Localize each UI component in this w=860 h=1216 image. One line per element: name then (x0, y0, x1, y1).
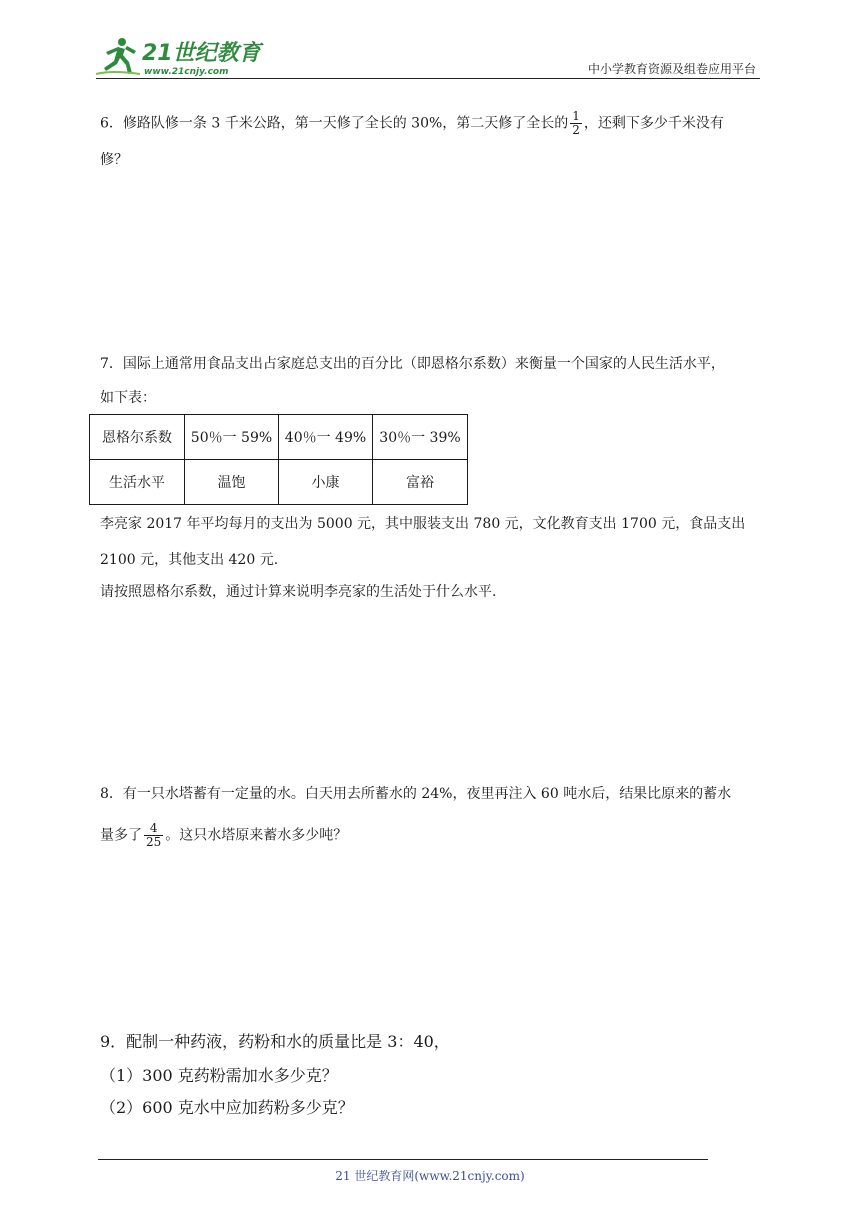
table-cell: 小康 (279, 460, 373, 505)
platform-name: 中小学教育资源及组卷应用平台 (587, 62, 756, 76)
engel-table (89, 414, 468, 505)
runner-icon (104, 38, 136, 74)
fraction-denominator: 25 (146, 835, 162, 849)
q7-line1: 7．国际上通常用食品支出占家庭总支出的百分比（即恩格尔系数）来衡量一个国家的人民生活水平， (100, 356, 725, 372)
logo-url: www.21cnjy.com (144, 67, 229, 77)
table-row (90, 415, 468, 460)
footer-link[interactable]: 21 世纪教育网(www.21cnjy.com) (335, 1169, 525, 1183)
q8-fraction (144, 822, 163, 849)
table-cell: 40％一 49% (279, 415, 373, 460)
q9-line3: （2）600 克水中应加药粉多少克？ (100, 1098, 354, 1117)
q7-line5: 请按照恩格尔系数，通过计算来说明李亮家的生活处于什么水平. (100, 584, 497, 600)
q7-line2: 如下表： (100, 390, 156, 406)
table-cell: 富裕 (373, 460, 468, 505)
q6-text-after: ，还剩下多少千米没有 (583, 115, 724, 132)
fraction-denominator: 2 (572, 123, 580, 137)
q9-line1: 9．配制一种药液，药粉和水的质量比是 3：40， (100, 1032, 450, 1051)
fraction-numerator: 1 (572, 109, 580, 123)
table-cell: 50％一 59% (185, 415, 279, 460)
q8-line1: 8．有一只水塔蓄有一定量的水。白天用去所蓄水的 24%，夜里再注入 60 吨水后，结果比原来的蓄水 (100, 786, 732, 802)
logo-text: 21世纪教育 (142, 41, 261, 66)
q8-line2 (100, 822, 347, 849)
table-cell: 恩格尔系数 (90, 415, 185, 460)
site-logo (92, 34, 267, 78)
table-cell: 30％一 39% (373, 415, 468, 460)
q6-line1 (100, 110, 724, 137)
q6-text-before: 6．修路队修一条 3 千米公路，第一天修了全长的 30%，第二天修了全长的 (100, 115, 569, 132)
q8-text-before: 量多了 (100, 827, 142, 844)
q6-fraction (570, 110, 582, 137)
q7-line3: 李亮家 2017 年平均每月的支出为 5000 元，其中服装支出 780 元，文化教育支出 1700 元，食品支出 (100, 516, 746, 532)
table-row (90, 460, 468, 505)
fraction-numerator: 4 (144, 822, 163, 836)
header-divider (96, 78, 760, 79)
table-cell: 生活水平 (90, 460, 185, 505)
q8-text-after: 。这只水塔原来蓄水多少吨？ (165, 827, 348, 844)
q7-line4: 2100 元，其他支出 420 元. (100, 552, 279, 568)
q9-line2: （1）300 克药粉需加水多少克？ (100, 1066, 338, 1085)
q6-line2: 修？ (100, 152, 128, 168)
footer-divider (98, 1159, 708, 1160)
table-cell: 温饱 (185, 460, 279, 505)
